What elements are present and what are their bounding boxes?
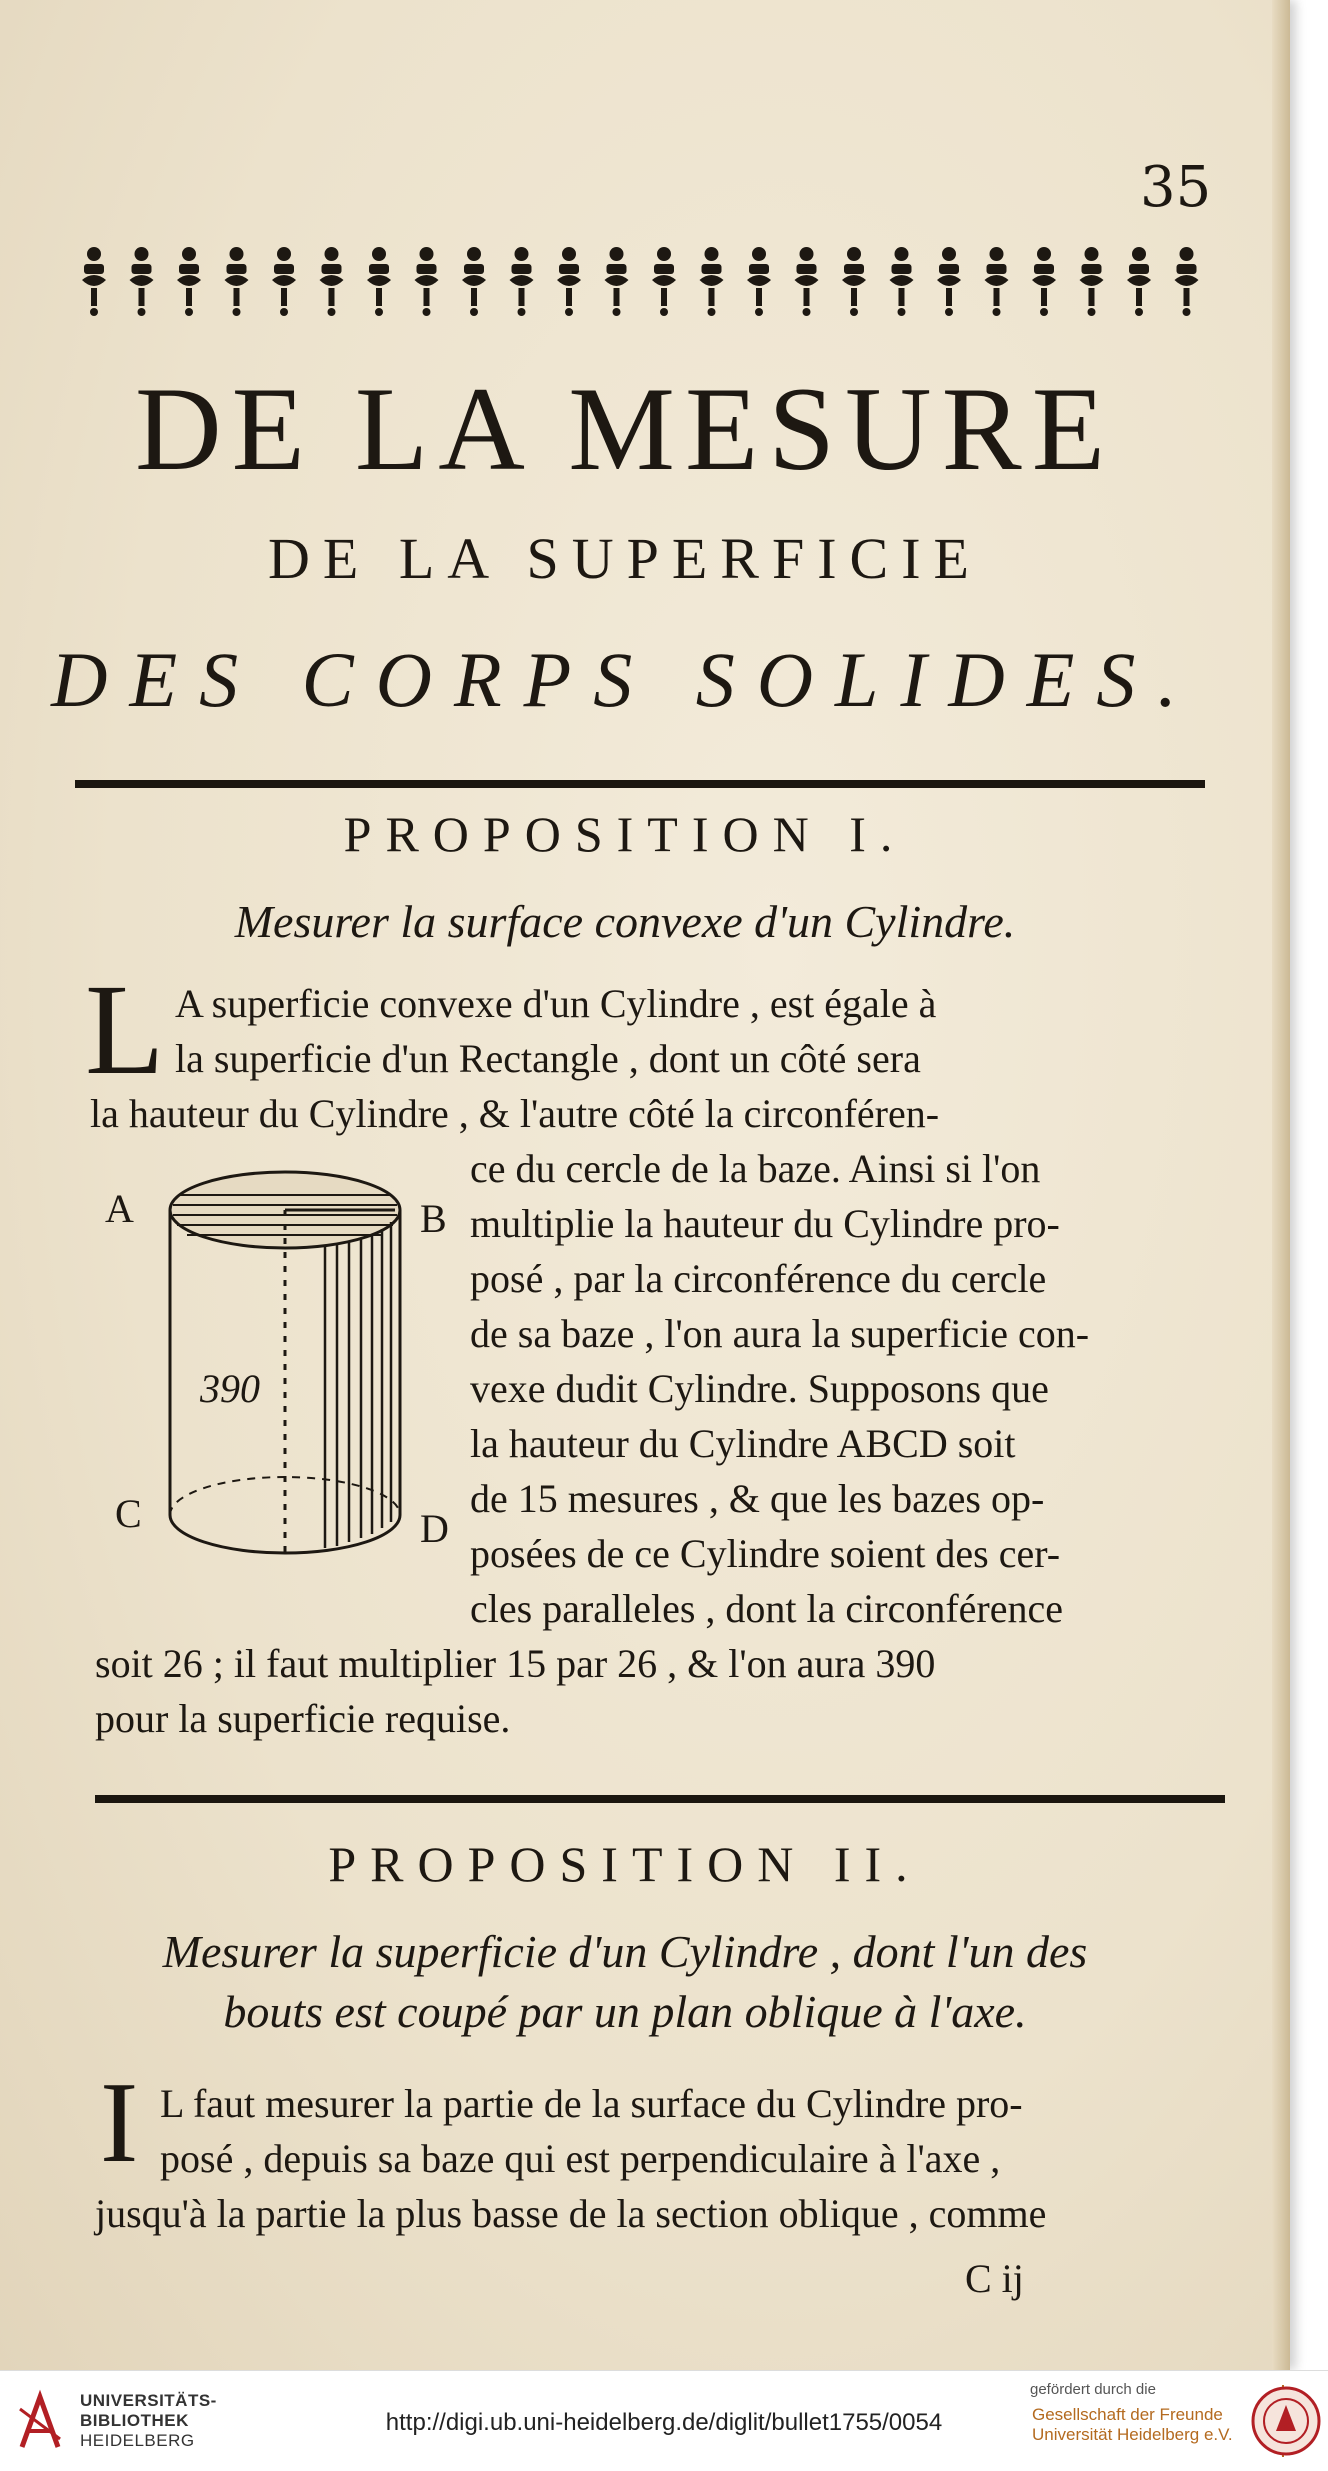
- divider-rule: [75, 780, 1205, 788]
- ornament-motif: [985, 247, 1009, 316]
- ornament-motif: [130, 247, 154, 316]
- text-line: jusqu'à la partie la plus basse de la section oblique , comme: [95, 2191, 1047, 2236]
- text-line: L faut mesurer la partie de la surface du Cylindre pro-: [160, 2081, 1023, 2126]
- university-seal-icon: [1250, 2385, 1322, 2457]
- signature-mark: C ij: [965, 2256, 1024, 2301]
- text-line: posées de ce Cylindre soient des cer-: [470, 1531, 1061, 1576]
- ornament-motif: [272, 247, 296, 316]
- ornament-motif: [415, 247, 439, 316]
- proposition-1-subtitle: Mesurer la surface convexe d'un Cylindre.: [234, 896, 1016, 947]
- ornament-motif: [747, 247, 771, 316]
- page-edge: [1272, 0, 1290, 2370]
- chapter-subtitle-italic: DES CORPS SOLIDES.: [51, 636, 1199, 723]
- chapter-subtitle: DE LA SUPERFICIE: [268, 526, 982, 591]
- ornament-motif: [320, 247, 344, 316]
- ornament-motif: [652, 247, 676, 316]
- page-number: 35: [1140, 155, 1212, 220]
- text-line: la hauteur du Cylindre ABCD soit: [470, 1421, 1016, 1466]
- ornament-motif: [177, 247, 201, 316]
- ornament-motif: [700, 247, 724, 316]
- drop-cap: I: [100, 2059, 139, 2186]
- funded-by-label: gefördert durch die: [1030, 2381, 1156, 2398]
- figure-label-a: A: [105, 1186, 134, 1231]
- permalink-url[interactable]: http://digi.ub.uni-heidelberg.de/diglit/bullet1755/0054: [385, 2409, 943, 2436]
- ornament-motif: [937, 247, 961, 316]
- ornament-motif: [462, 247, 486, 316]
- figure-value-390: 390: [200, 1366, 260, 1411]
- ornament-motif: [1032, 247, 1056, 316]
- text-line: posé , par la circonférence du cercle: [470, 1256, 1047, 1301]
- divider-rule: [95, 1795, 1225, 1803]
- ornament-motif: [1127, 247, 1151, 316]
- proposition-2-subtitle-line2: bouts est coupé par un plan oblique à l'axe.: [223, 1986, 1027, 2037]
- ornament-motif: [795, 247, 819, 316]
- text-line: posé , depuis sa baze qui est perpendiculaire à l'axe ,: [160, 2136, 1001, 2181]
- figure-label-c: C: [115, 1491, 142, 1536]
- ornament-motif: [82, 247, 106, 316]
- text-line: ce du cercle de la baze. Ainsi si l'on: [470, 1146, 1041, 1191]
- proposition-1-title: PROPOSITION I.: [343, 806, 907, 862]
- figure-label-d: D: [420, 1506, 449, 1551]
- ornament-motif: [1175, 247, 1199, 316]
- text-line: soit 26 ; il faut multiplier 15 par 26 , & l'on aura 390: [95, 1641, 936, 1686]
- text-line: pour la superficie requise.: [95, 1696, 511, 1741]
- text-line: de 15 mesures , & que les bazes op-: [470, 1476, 1045, 1521]
- chapter-title: DE LA MESURE: [134, 362, 1116, 495]
- ornament-motif: [510, 247, 534, 316]
- proposition-2-title: PROPOSITION II.: [328, 1836, 922, 1892]
- society-name: Gesellschaft der Freunde Universität Heidelberg e.V.: [1032, 2405, 1233, 2444]
- proposition-2-subtitle-line1: Mesurer la superficie d'un Cylindre , dont l'un des: [162, 1926, 1088, 1977]
- ornament-motif: [890, 247, 914, 316]
- footer-bar: [0, 2370, 1328, 2471]
- ornament-motif: [1080, 247, 1104, 316]
- text-line: cles paralleles , dont la circonférence: [470, 1586, 1064, 1631]
- text-line: la superficie d'un Rectangle , dont un côté sera: [175, 1036, 921, 1081]
- text-line: la hauteur du Cylindre , & l'autre côté la circonféren-: [90, 1091, 940, 1136]
- ornament-motif: [842, 247, 866, 316]
- library-name: UNIVERSITÄTS- BIBLIOTHEK HEIDELBERG: [80, 2391, 217, 2450]
- ornament-motif: [367, 247, 391, 316]
- ornament-band: [70, 240, 1210, 320]
- text-line: A superficie convexe d'un Cylindre , est égale à: [175, 981, 937, 1026]
- text-line: multiplie la hauteur du Cylindre pro-: [470, 1201, 1060, 1246]
- drop-cap: L: [85, 958, 165, 1102]
- ornament-motif: [557, 247, 581, 316]
- text-line: de sa baze , l'on aura la superficie con-: [470, 1311, 1090, 1356]
- ornament-motif: [605, 247, 629, 316]
- ornament-motif: [225, 247, 249, 316]
- text-line: vexe dudit Cylindre. Supposons que: [470, 1366, 1049, 1411]
- figure-label-b: B: [420, 1196, 447, 1241]
